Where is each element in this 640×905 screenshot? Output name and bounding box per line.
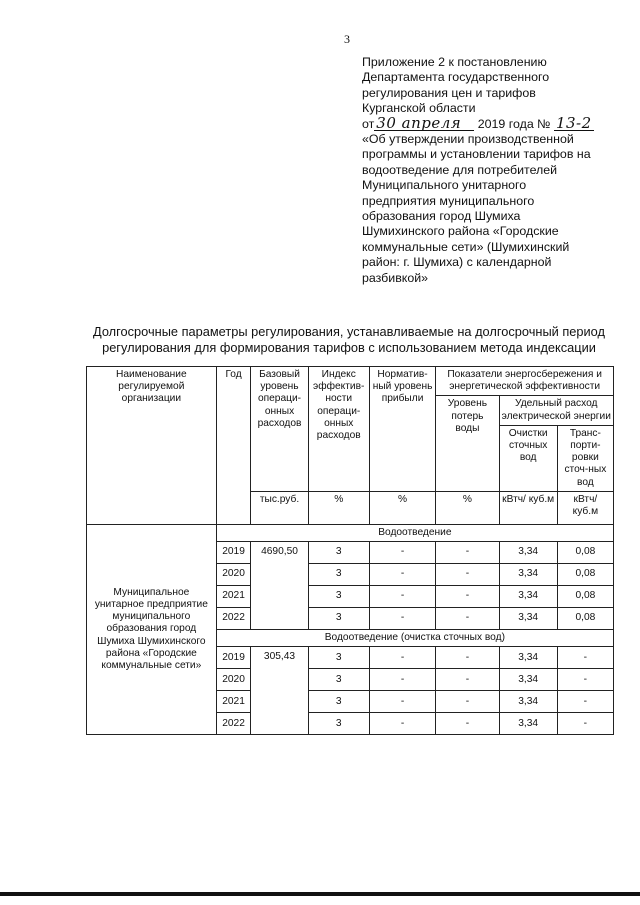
cell-energy-transport: 0,08 [557, 542, 613, 564]
cell-efficiency-index: 3 [308, 542, 369, 564]
cell-energy-treatment: 3,34 [499, 564, 557, 586]
cell-year: 2022 [216, 713, 251, 735]
decree-title-line: водоотведение для потребителей [362, 162, 558, 177]
cell-base-costs: 4690,50 [251, 542, 308, 630]
decree-title-line: разбивкой» [362, 270, 429, 285]
appendix-line: Приложение 2 к постановлению [362, 55, 547, 69]
cell-water-losses: - [436, 713, 499, 735]
cell-year: 2019 [216, 542, 251, 564]
cell-energy-transport: - [557, 713, 613, 735]
header-row [87, 367, 614, 396]
document-title [84, 324, 614, 355]
page-bottom-edge [0, 892, 640, 896]
cell-water-losses: - [436, 691, 499, 713]
decree-title-line: Шумихинского района «Городские [362, 224, 559, 239]
cell-water-losses: - [436, 647, 499, 669]
cell-efficiency-index: 3 [308, 647, 369, 669]
section-row [87, 524, 614, 541]
cell-year: 2019 [216, 647, 251, 669]
section-title: Водоотведение (очистка сточных вод) [216, 630, 613, 647]
cell-energy-treatment: 3,34 [499, 669, 557, 691]
appendix-line: регулирования цен и тарифов [362, 85, 536, 100]
unit-losses: % [436, 491, 499, 524]
cell-year: 2022 [216, 608, 251, 630]
cell-water-losses: - [436, 608, 499, 630]
cell-year: 2021 [216, 691, 251, 713]
appendix-line: Департамента государственного [362, 70, 550, 85]
cell-base-costs: 305,43 [251, 647, 308, 735]
handwritten-number: 13-2 [555, 113, 592, 132]
unit-treatment: кВтч/ куб.м [499, 491, 557, 524]
cell-energy-transport: 0,08 [557, 586, 613, 608]
from-prefix: от [362, 116, 375, 131]
cell-profit-level: - [369, 647, 435, 669]
handwritten-date: 30 апреля [374, 117, 474, 131]
cell-energy-treatment: 3,34 [499, 713, 557, 735]
decree-title-line: программы и установлении тарифов на [362, 147, 591, 162]
header-year: Год [216, 367, 251, 525]
cell-energy-treatment: 3,34 [499, 586, 557, 608]
decree-title-line: Муниципального унитарного [362, 178, 527, 193]
decree-title-line: коммунальные сети» (Шумихинский [362, 239, 570, 254]
cell-energy-treatment: 3,34 [499, 647, 557, 669]
appendix-header [362, 55, 622, 286]
header-base: Базовый уровень операци-онных расходов [251, 367, 308, 492]
section-title: Водоотведение [216, 524, 613, 541]
header-losses: Уровень потерь воды [436, 396, 499, 491]
header-index: Индекс эффектив-ности операци-онных расходов [308, 367, 369, 492]
cell-year: 2020 [216, 669, 251, 691]
parameters-table [86, 366, 614, 735]
cell-energy-transport: 0,08 [557, 564, 613, 586]
cell-profit-level: - [369, 691, 435, 713]
cell-energy-transport: - [557, 669, 613, 691]
cell-energy-treatment: 3,34 [499, 691, 557, 713]
cell-efficiency-index: 3 [308, 564, 369, 586]
cell-profit-level: - [369, 586, 435, 608]
cell-year: 2021 [216, 586, 251, 608]
cell-water-losses: - [436, 564, 499, 586]
decree-title-line: «Об утверждении производственной [362, 132, 574, 147]
unit-index: % [308, 491, 369, 524]
cell-energy-transport: 0,08 [557, 608, 613, 630]
cell-profit-level: - [369, 542, 435, 564]
cell-profit-level: - [369, 608, 435, 630]
unit-transport: кВтч/ куб.м [557, 491, 613, 524]
cell-profit-level: - [369, 564, 435, 586]
cell-efficiency-index: 3 [308, 586, 369, 608]
decree-title-line: образования город Шумиха [362, 209, 521, 224]
decree-title-line: предприятия муниципального [362, 193, 535, 208]
cell-energy-treatment: 3,34 [499, 608, 557, 630]
cell-energy-transport: - [557, 691, 613, 713]
header-profit: Норматив-ный уровень прибыли [369, 367, 435, 492]
cell-efficiency-index: 3 [308, 713, 369, 735]
decree-title-line: район: г. Шумиха) с календарной [362, 255, 552, 270]
cell-energy-transport: - [557, 647, 613, 669]
header-treatment: Очистки сточных вод [499, 425, 557, 491]
cell-water-losses: - [436, 542, 499, 564]
header-org: Наименование регулируемой организации [87, 367, 217, 525]
title-line: регулирования для формирования тарифов с использованием метода индексации [102, 339, 596, 355]
cell-efficiency-index: 3 [308, 608, 369, 630]
page-number: 3 [344, 32, 350, 46]
title-line: Долгосрочные параметры регулирования, устанавливаемые на долгосрочный период [93, 324, 605, 339]
cell-profit-level: - [369, 713, 435, 735]
cell-energy-treatment: 3,34 [499, 542, 557, 564]
cell-efficiency-index: 3 [308, 691, 369, 713]
cell-water-losses: - [436, 669, 499, 691]
unit-base: тыс.руб. [251, 491, 308, 524]
header-specific: Удельный расход электрической энергии [499, 396, 613, 425]
organization-name: Муниципальное унитарное предприятие муниципального образования город Шумиха Шумихинского района «Городские коммунальные сети» [87, 524, 217, 734]
cell-profit-level: - [369, 669, 435, 691]
decree-date-line [362, 113, 622, 132]
decree-title [362, 132, 622, 286]
header-energy: Показатели энергосбережения и энергетической эффективности [436, 367, 614, 396]
cell-water-losses: - [436, 586, 499, 608]
unit-profit: % [369, 491, 435, 524]
cell-year: 2020 [216, 564, 251, 586]
header-transport: Транс-порти-ровки сточ-ных вод [557, 425, 613, 491]
appendix-line: Курганской области [362, 101, 476, 116]
cell-efficiency-index: 3 [308, 669, 369, 691]
year-text: 2019 года № [477, 116, 551, 131]
